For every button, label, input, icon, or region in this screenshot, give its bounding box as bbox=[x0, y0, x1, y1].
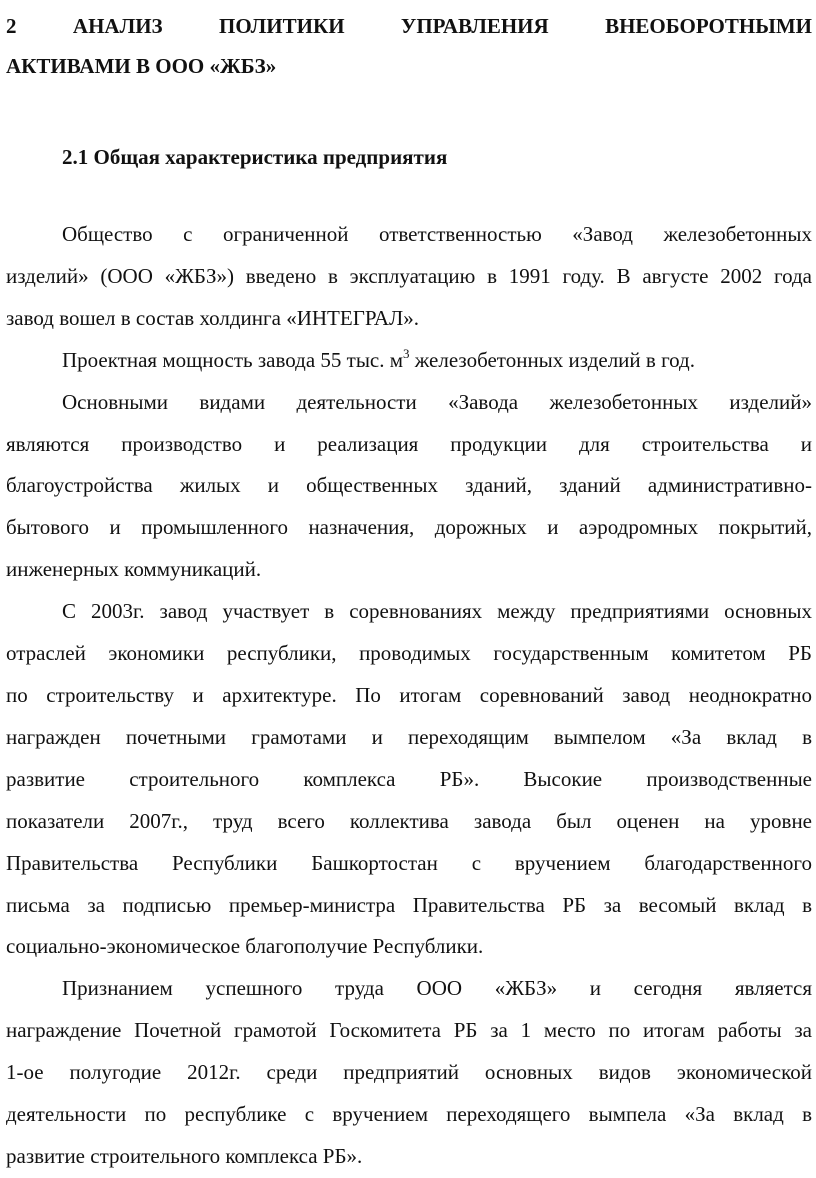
capacity-text-end: железобетонных изделий в год. bbox=[409, 347, 695, 372]
paragraph-line: бытового и промышленного назначения, дорожных и аэродромных покрытий, bbox=[6, 515, 812, 540]
paragraph-line: 1-ое полугодие 2012г. среди предприятий основных видов экономической bbox=[6, 1060, 812, 1085]
paragraph-recognition bbox=[6, 968, 812, 1178]
paragraph-line: Основными видами деятельности «Завода железобетонных изделий» bbox=[62, 389, 812, 414]
paragraph-line: благоустройства жилых и общественных зданий, зданий административно- bbox=[6, 473, 812, 498]
cubic-superscript: 3 bbox=[403, 345, 410, 361]
paragraph-line: отраслей экономики республики, проводимых государственным комитетом РБ bbox=[6, 641, 812, 666]
paragraph-line: развитие строительного комплекса РБ». bbox=[6, 1143, 363, 1168]
paragraph-line: показатели 2007г., труд всего коллектива завода был оценен на уровне bbox=[6, 808, 812, 833]
paragraph-line: изделий» (ООО «ЖБЗ») введено в эксплуатацию в 1991 году. В августе 2002 года bbox=[6, 263, 812, 288]
chapter-title bbox=[6, 6, 812, 86]
section-title: 2.1 Общая характеристика предприятия bbox=[62, 145, 448, 169]
paragraph-line: развитие строительного комплекса РБ». Высокие производственные bbox=[6, 766, 812, 791]
paragraph-line: завод вошел в состав холдинга «ИНТЕГРАЛ». bbox=[6, 305, 419, 330]
paragraph-line: по строительству и архитектуре. По итогам соревнований завод неоднократно bbox=[6, 682, 812, 707]
paragraph-line: Признанием успешного труда ООО «ЖБЗ» и сегодня является bbox=[62, 976, 812, 1001]
paragraph-line: С 2003г. завод участвует в соревнованиях между предприятиями основных bbox=[62, 599, 812, 624]
capacity-text: Проектная мощность завода 55 тыс. м bbox=[62, 347, 404, 372]
paragraph-line: социально-экономическое благополучие Республики. bbox=[6, 934, 484, 959]
paragraph-line: инженерных коммуникаций. bbox=[6, 557, 262, 582]
document-body bbox=[6, 214, 812, 1178]
paragraph-capacity bbox=[6, 340, 812, 382]
paragraph-line: деятельности по республике с вручением переходящего вымпела «За вклад в bbox=[6, 1102, 812, 1127]
paragraph-line: письма за подписью премьер-министра Правительства РБ за весомый вклад в bbox=[6, 892, 812, 917]
paragraph-company-intro bbox=[6, 214, 812, 340]
chapter-title-line-2: АКТИВАМИ В ООО «ЖБЗ» bbox=[6, 54, 277, 78]
paragraph-line: Правительства Республики Башкортостан с вручением благодарственного bbox=[6, 850, 812, 875]
paragraph-line: являются производство и реализация продукции для строительства и bbox=[6, 431, 812, 456]
chapter-title-line-1: 2 АНАЛИЗ ПОЛИТИКИ УПРАВЛЕНИЯ ВНЕОБОРОТНЫМИ bbox=[6, 14, 812, 38]
paragraph-activities bbox=[6, 382, 812, 592]
paragraph-line: награжден почетными грамотами и переходящим вымпелом «За вклад в bbox=[6, 724, 812, 749]
paragraph-competitions bbox=[6, 591, 812, 968]
paragraph-line: Общество с ограниченной ответственностью «Завод железобетонных bbox=[62, 222, 812, 246]
paragraph-line: награждение Почетной грамотой Госкомитета РБ за 1 место по итогам работы за bbox=[6, 1018, 812, 1043]
